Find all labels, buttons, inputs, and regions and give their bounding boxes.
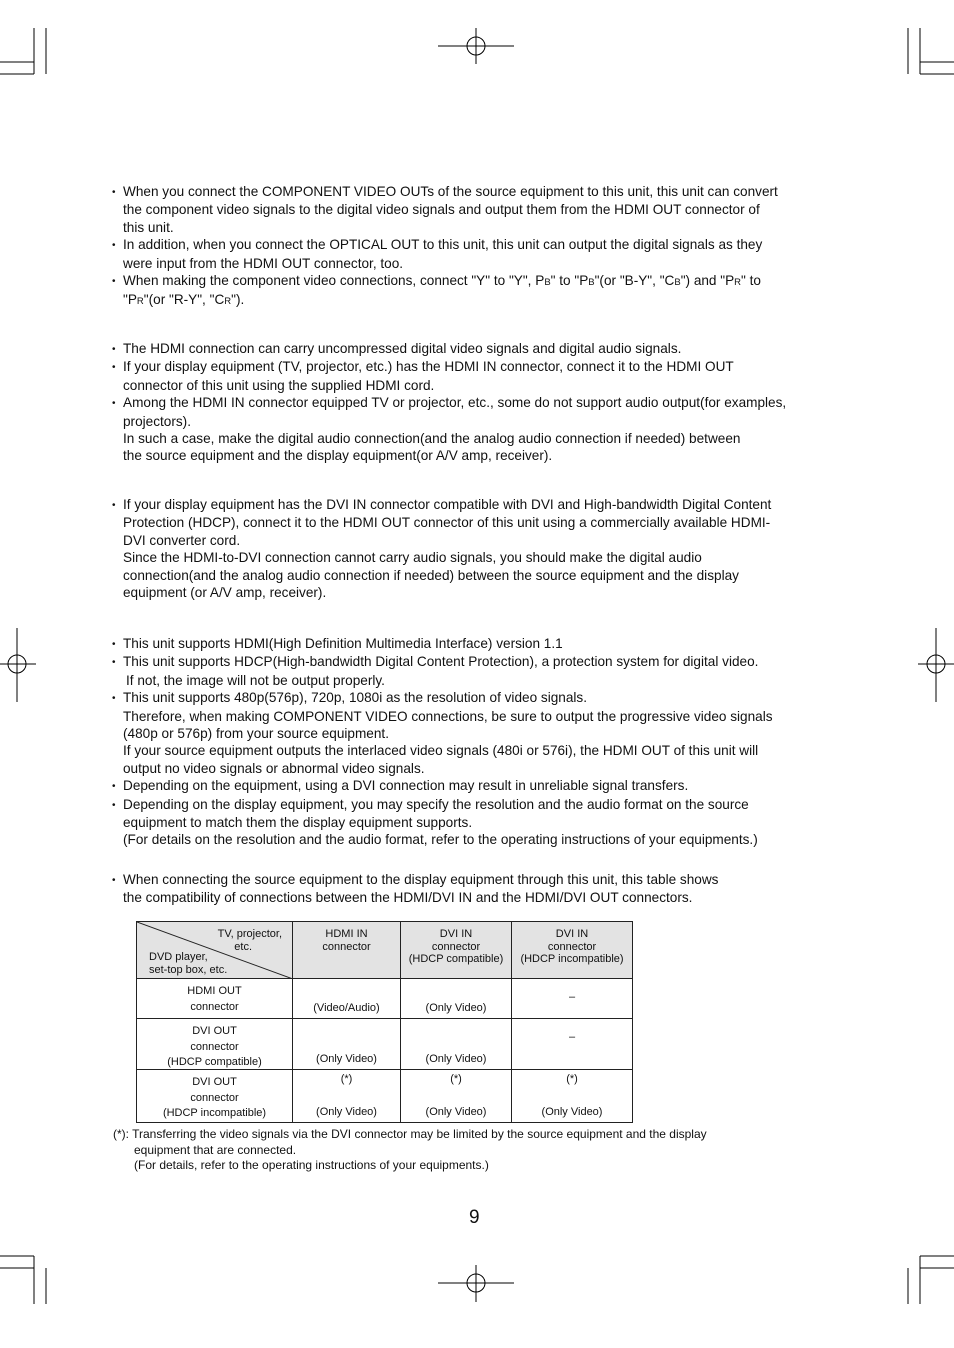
row-label-dvi-out-no-hdcp: DVI OUT connector (HDCP incompatible) [137,1070,293,1123]
bullet-text: equipment to match them the display equipment supports. [123,815,473,831]
table-row [137,1070,633,1123]
dvi-connection-notes [112,496,824,601]
table-row [137,1019,633,1070]
bullet-text: • This unit supports HDCP(High-bandwidth Digital Content Protection), a protection system for digital video. [112,653,824,671]
column-header-dvi-in-hdcp: DVI IN connector (HDCP compatible) [401,922,512,979]
page-number: 9 [469,1207,480,1228]
table-cell: – [512,979,633,1019]
corner-display-label: TV, projector, etc. [217,928,282,953]
table-cell: (Only Video) [401,1019,512,1070]
bullet-text: equipment (or A/V amp, receiver). [123,585,327,601]
bullet-text: • This unit supports HDMI(High Definition Multimedia Interface) version 1.1 [112,635,824,653]
bullet-text: the source equipment and the display equipment(or A/V amp, receiver). [123,448,553,464]
component-connection-line: • When making the component video connections, connect "Y" to "Y", PB" to "PB"(or "B-Y", "CB") and "PR" to [112,272,824,291]
table-cell: – [512,1019,633,1070]
bullet-text: • Depending on the equipment, using a DVI connection may result in unreliable signal transfers. [112,777,824,795]
table-cell: (*) (Only Video) [512,1070,633,1123]
table-corner-cell [137,922,293,979]
bullet-text: Since the HDMI-to-DVI connection cannot carry audio signals, you should make the digital audio [123,550,702,566]
table-cell: (Only Video) [401,979,512,1019]
bullet-text: were input from the HDMI OUT connector, too. [123,255,404,271]
hdmi-connection-notes [112,340,824,465]
bullet-text: • If your display equipment (TV, projector, etc.) has the HDMI IN connector, connect it to the HDMI OUT [112,358,824,376]
bullet-text: • Depending on the display equipment, you may specify the resolution and the audio format on the source [112,796,824,814]
bullet-text: connector of this unit using the supplied HDMI cord. [123,377,435,393]
compatibility-table [136,921,633,1123]
bullet-text: output no video signals or abnormal video signals. [123,760,425,776]
bullet-text: Therefore, when making COMPONENT VIDEO connections, be sure to output the progressive video signals [123,708,773,724]
bullet-text: • When connecting the source equipment to the display equipment through this unit, this table shows [112,871,824,889]
component-connection-line-2: "PR"(or "R-Y", "CR"). [123,292,245,308]
bullet-text: the component video signals to the digital video signals and output them from the HDMI OUT connector of [123,202,760,218]
table-cell: (Video/Audio) [293,979,401,1019]
bullet-text: • If your display equipment has the DVI IN connector compatible with DVI and High-bandwidth Digital Content [112,496,824,514]
table-cell: (*) (Only Video) [293,1070,401,1123]
table-cell: (Only Video) [293,1019,401,1070]
bullet-text: projectors). [123,413,191,429]
bullet-text: DVI converter cord. [123,532,241,548]
bullet-text: If your source equipment outputs the interlaced video signals (480i or 576i), the HDMI OUT of this unit will [123,743,759,759]
table-footnote: (*): Transferring the video signals via the DVI connector may be limited by the source equipment and the display equipment that are connected. (For details, refer to the operating instructions of your equipments.) [113,1127,707,1172]
row-label-dvi-out-hdcp: DVI OUT connector (HDCP compatible) [137,1019,293,1070]
row-label-hdmi-out: HDMI OUT connector [137,979,293,1019]
table-header-row [137,922,633,979]
hdmi-support-notes [112,635,824,849]
bullet-text: • When you connect the COMPONENT VIDEO OUTs of the source equipment to this unit, this unit can convert [112,183,824,201]
bullet-text: • In addition, when you connect the OPTICAL OUT to this unit, this unit can output the digital signals as they [112,236,824,254]
bullet-text: (For details on the resolution and the audio format, refer to the operating instructions of your equipments.) [123,832,758,848]
bullet-text: (480p or 576p) from your source equipment. [123,726,389,742]
table-intro [112,871,824,907]
column-header-hdmi-in: HDMI IN connector [293,922,401,979]
component-video-notes [112,183,824,311]
table-cell: (*) (Only Video) [401,1070,512,1123]
bullet-text: Protection (HDCP), connect it to the HDMI OUT connector of this unit using a commercially available HDMI- [123,515,771,531]
bullet-text: the compatibility of connections between the HDMI/DVI IN and the HDMI/DVI OUT connectors. [123,890,693,906]
column-header-dvi-in-no-hdcp: DVI IN connector (HDCP incompatible) [512,922,633,979]
table-row [137,979,633,1019]
bullet-text: • This unit supports 480p(576p), 720p, 1080i as the resolution of video signals. [112,689,824,707]
bullet-text: this unit. [123,219,174,235]
bullet-text: If not, the image will not be output properly. [126,672,385,688]
bullet-text: connection(and the analog audio connection if needed) between the source equipment and the display [123,567,739,583]
corner-source-label: DVD player, set-top box, etc. [149,951,228,976]
bullet-text: • The HDMI connection can carry uncompressed digital video signals and digital audio signals. [112,340,824,358]
bullet-text: In such a case, make the digital audio connection(and the analog audio connection if needed) between [123,431,741,447]
bullet-text: • Among the HDMI IN connector equipped TV or projector, etc., some do not support audio output(for examples, [112,394,824,412]
